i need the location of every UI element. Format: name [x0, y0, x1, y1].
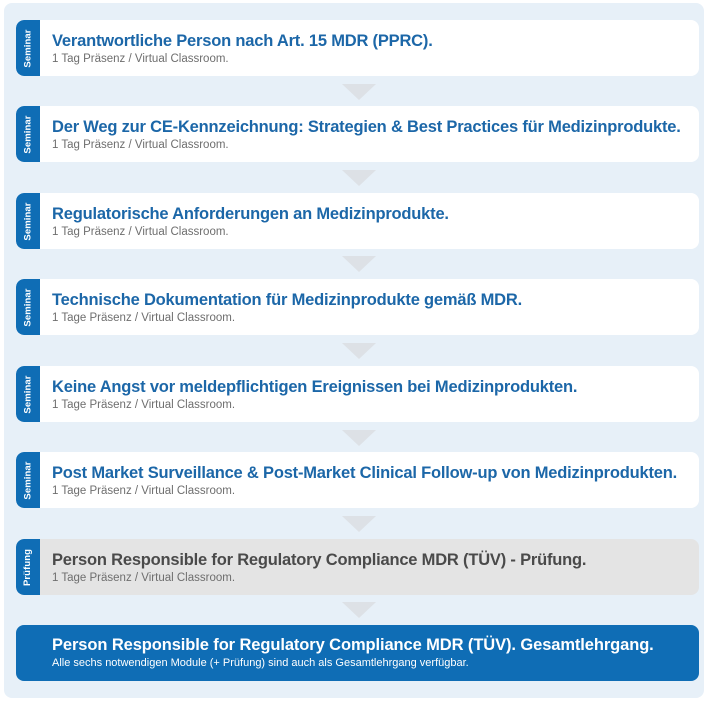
step-card-exam[interactable]: [16, 539, 699, 595]
step-title[interactable]: Regulatorische Anforderungen an Medizinprodukte.: [52, 205, 449, 223]
complete-course-subtitle: Alle sechs notwendigen Module (+ Prüfung) sind auch als Gesamtlehrgang verfügbar.: [52, 657, 469, 669]
step-subtitle: 1 Tage Präsenz / Virtual Classroom.: [52, 312, 236, 324]
step-title[interactable]: Verantwortliche Person nach Art. 15 MDR (PPRC).: [52, 32, 433, 50]
seminar-badge: [16, 193, 40, 249]
badge-label: Seminar: [22, 460, 34, 500]
arrow-down-icon: [342, 170, 376, 186]
seminar-badge: [16, 366, 40, 422]
step-card-seminar-5[interactable]: [16, 366, 699, 422]
arrow-down-icon: [342, 516, 376, 532]
arrow-down-icon: [342, 256, 376, 272]
complete-course-title[interactable]: Person Responsible for Regulatory Compliance MDR (TÜV). Gesamtlehrgang.: [52, 636, 654, 654]
badge-label: Prüfung: [22, 548, 34, 586]
step-subtitle: 1 Tag Präsenz / Virtual Classroom.: [52, 53, 229, 65]
step-subtitle: 1 Tag Präsenz / Virtual Classroom.: [52, 226, 229, 238]
step-title[interactable]: Person Responsible for Regulatory Compliance MDR (TÜV) - Prüfung.: [52, 551, 587, 569]
step-subtitle: 1 Tage Präsenz / Virtual Classroom.: [52, 485, 236, 497]
badge-label: Seminar: [22, 201, 34, 241]
seminar-badge: [16, 20, 40, 76]
complete-course-card[interactable]: [16, 625, 699, 681]
badge-label: Seminar: [22, 114, 34, 154]
seminar-badge: [16, 279, 40, 335]
badge-label: Seminar: [22, 374, 34, 414]
step-title[interactable]: Keine Angst vor meldepflichtigen Ereignissen bei Medizinprodukten.: [52, 378, 578, 396]
step-card-seminar-3[interactable]: [16, 193, 699, 249]
step-card-seminar-2[interactable]: [16, 106, 699, 162]
step-card-seminar-1[interactable]: [16, 20, 699, 76]
seminar-badge: [16, 106, 40, 162]
step-subtitle: 1 Tage Präsenz / Virtual Classroom.: [52, 399, 236, 411]
arrow-down-icon: [342, 84, 376, 100]
arrow-down-icon: [342, 430, 376, 446]
step-subtitle: 1 Tage Präsenz / Virtual Classroom.: [52, 572, 236, 584]
step-title[interactable]: Post Market Surveillance & Post-Market Clinical Follow-up von Medizinprodukten.: [52, 464, 678, 482]
step-title[interactable]: Der Weg zur CE-Kennzeichnung: Strategien & Best Practices für Medizinprodukte.: [52, 118, 681, 136]
course-flow-diagram: [4, 3, 704, 698]
badge-label: Seminar: [22, 287, 34, 327]
step-title[interactable]: Technische Dokumentation für Medizinprodukte gemäß MDR.: [52, 291, 522, 309]
arrow-down-icon: [342, 602, 376, 618]
badge-label: Seminar: [22, 28, 34, 68]
step-card-seminar-6[interactable]: [16, 452, 699, 508]
seminar-badge: [16, 452, 40, 508]
arrow-down-icon: [342, 343, 376, 359]
step-card-seminar-4[interactable]: [16, 279, 699, 335]
step-subtitle: 1 Tag Präsenz / Virtual Classroom.: [52, 139, 229, 151]
exam-badge: [16, 539, 40, 595]
